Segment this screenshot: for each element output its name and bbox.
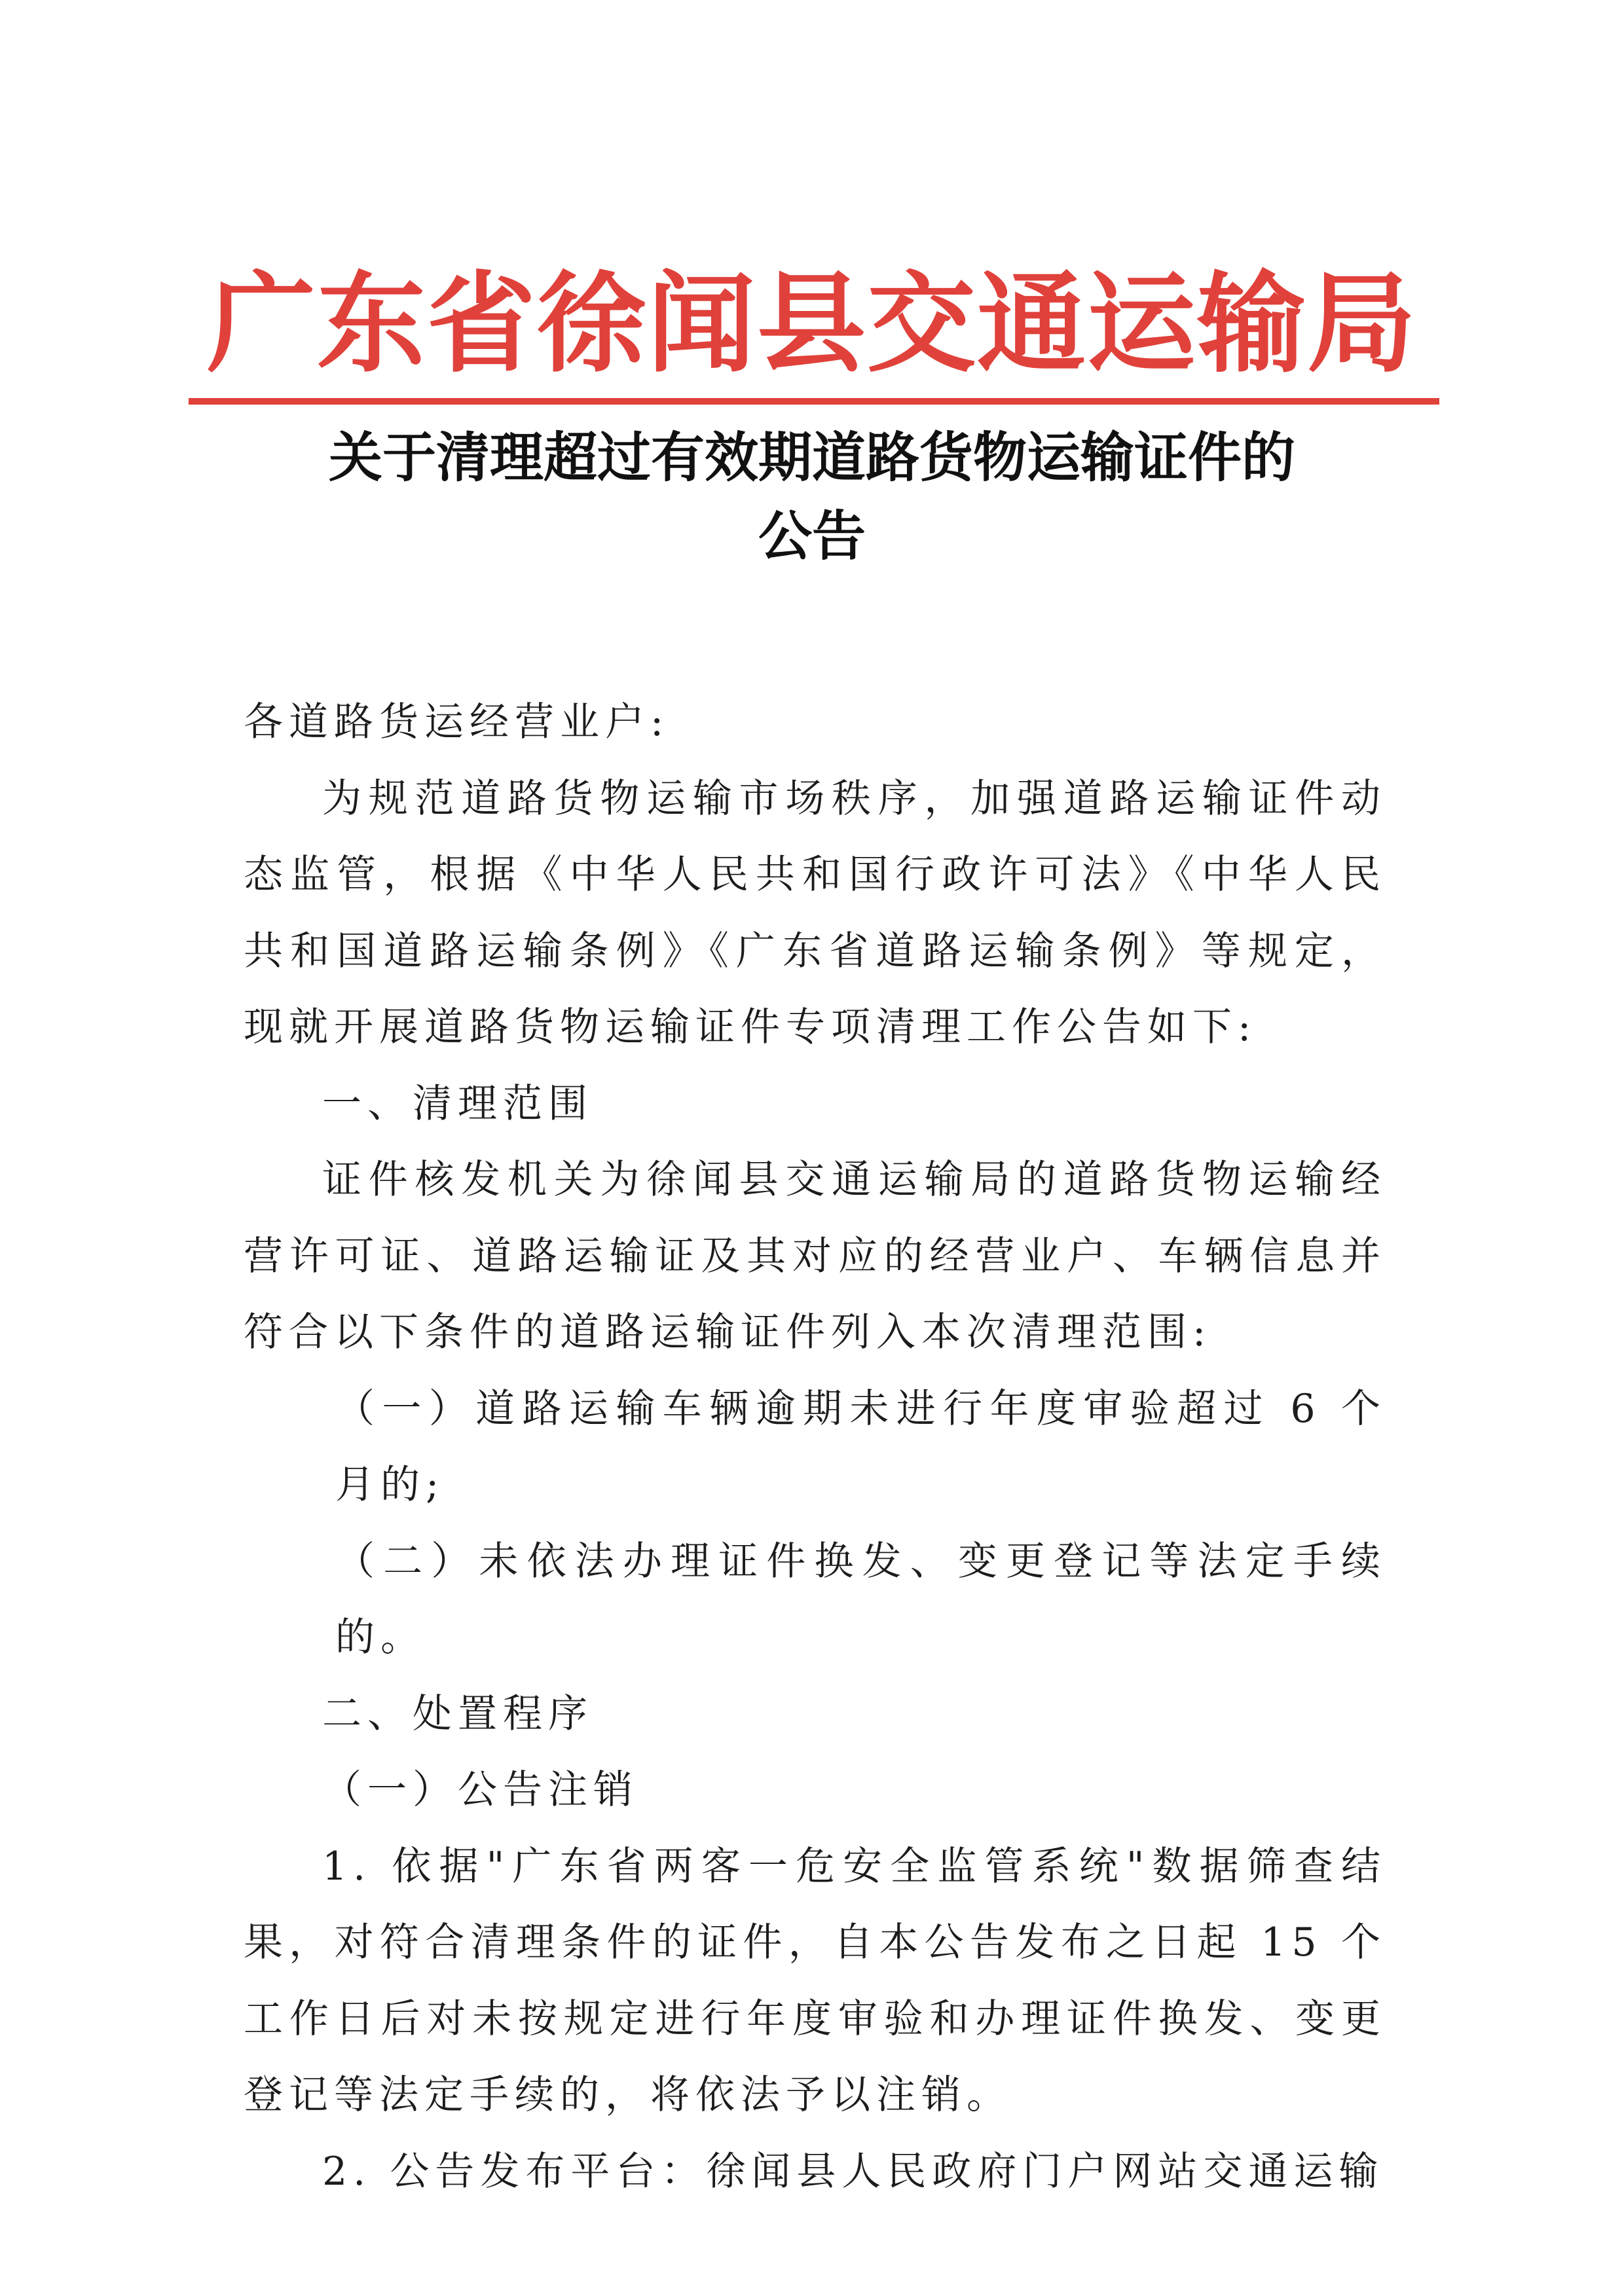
document-title	[196, 419, 1428, 576]
section-1-paragraph: 证件核发机关为徐闻县交通运输局的道路货物运输经营许可证、道路运输证及其对应的经营业户、车辆信息并符合以下条件的道路运输证件列入本次清理范围:	[244, 1157, 1386, 1355]
masthead-issuer: 广东省徐闻县交通运输局	[207, 260, 1417, 388]
intro-paragraph: 为规范道路货物运输市场秩序，加强道路运输证件动态监管，根据《中华人民共和国行政许可法》《中华人民共和国道路运输条例》《广东省道路运输条例》等规定，现就开展道路货物运输证件专项清理工作公告如下:	[244, 775, 1386, 1050]
section-1-item-2: （二）未依法办理证件换发、变更登记等法定手续的。	[335, 1538, 1386, 1660]
section-2-subheading-1: （一）公告注销	[322, 1767, 638, 1813]
document-title-line-1: 关于清理超过有效期道路货物运输证件的	[328, 427, 1295, 489]
masthead-red-rule	[189, 398, 1439, 405]
section-2-paragraph-2: 2. 公告发布平台：徐闻县人民政府门户网站交通运输	[322, 2148, 1384, 2195]
document-title-line-2: 公告	[758, 505, 866, 568]
section-1-heading: 一、清理范围	[322, 1080, 593, 1127]
salutation: 各道路货运经营业户:	[244, 699, 670, 745]
section-1-item-1: （一）道路运输车辆逾期未进行年度审验超过 6 个月的;	[335, 1385, 1386, 1508]
section-2-paragraph-1: 1. 依据"广东省两客一危安全监管系统"数据筛查结果，对符合清理条件的证件，自本公告发布之日起 15 个工作日后对未按规定进行年度审验和办理证件换发、变更登记等法定手续的，将依法予以注销。	[244, 1843, 1386, 2118]
section-2-heading: 二、处置程序	[322, 1690, 593, 1737]
document-body	[244, 684, 1386, 2210]
